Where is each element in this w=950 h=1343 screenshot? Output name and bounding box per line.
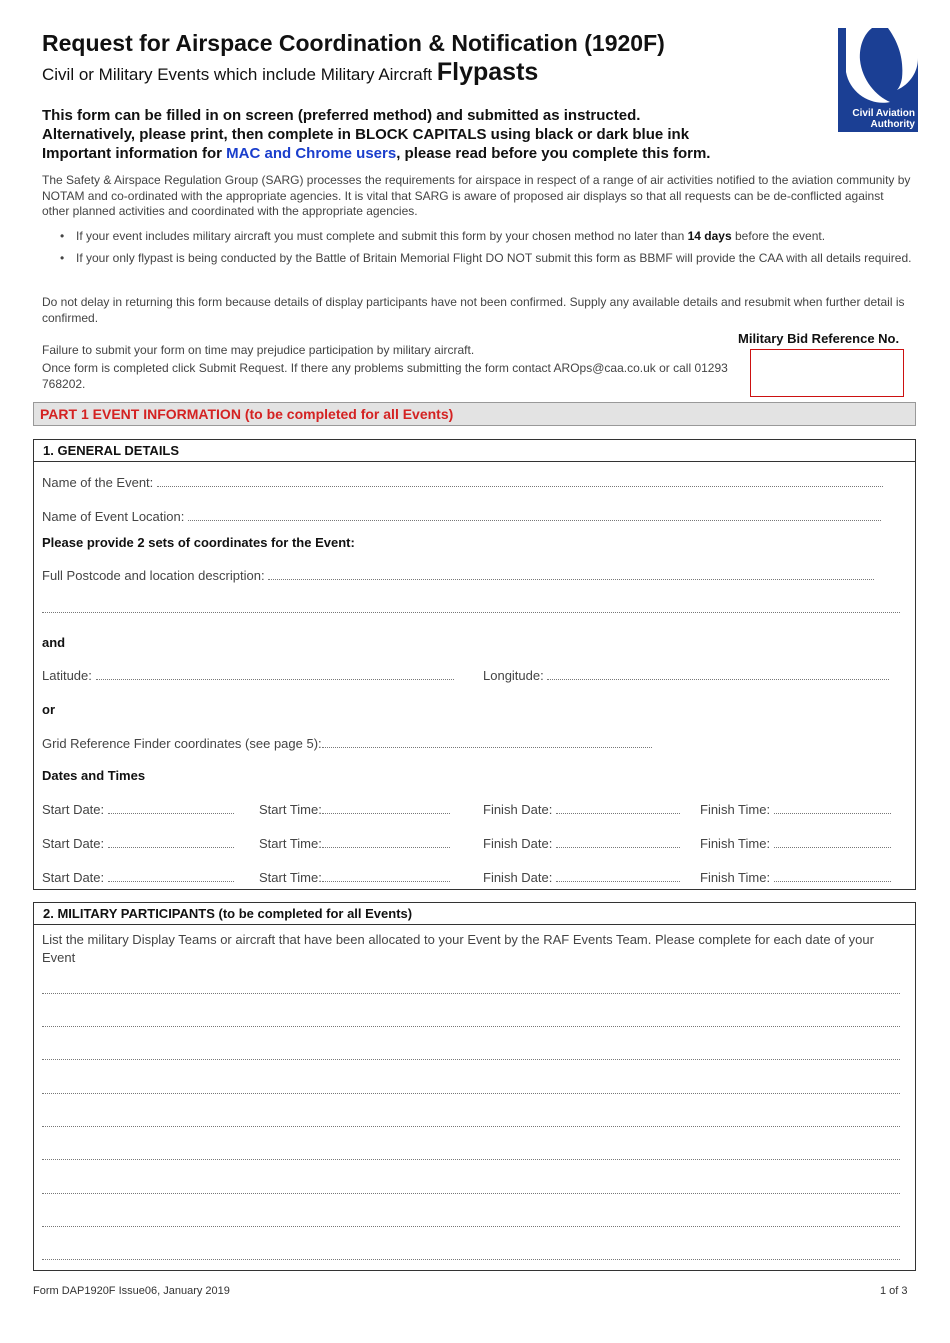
coords-heading: Please provide 2 sets of coordinates for the Event: [42,535,355,550]
military-participant-line[interactable] [42,1159,900,1160]
start-time-field[interactable]: Start Time: [259,802,450,817]
failure-paragraph: Failure to submit your form on time may prejudice participation by military aircraft. [42,343,475,357]
and-label: and [42,635,66,650]
mac-chrome-link[interactable]: MAC and Chrome users [226,145,397,162]
or-label: or [42,702,55,717]
latitude-input[interactable] [96,669,454,680]
postcode-input[interactable] [268,569,874,580]
subtitle-prefix: Civil or Military Events which include Military Aircraft [42,65,433,84]
start-date-field[interactable]: Start Date: [42,802,234,817]
submit-paragraph: Once form is completed click Submit Request. If there any problems submitting the form contact AROps@caa.co.uk or call 01293 768202. [42,361,728,391]
military-participant-line[interactable] [42,1026,900,1027]
start-date-field[interactable]: Start Date: [42,870,234,885]
bullet-14-days: • If your event includes military aircraft you must complete and submit this form by your chosen method no later than 14 days before the event. [60,229,826,243]
form-reference: Form DAP1920F Issue06, January 2019 [33,1285,230,1297]
bullet-dot: • [60,229,65,243]
general-details-section [33,439,916,890]
postcode-field[interactable]: Full Postcode and location description: [42,568,874,583]
part1-title: PART 1 EVENT INFORMATION (to be completed for all Events) [33,402,916,426]
military-participant-line[interactable] [42,1126,900,1127]
start-time-input[interactable] [322,871,450,882]
start-date-input[interactable] [108,803,234,814]
start-date-field[interactable]: Start Date: [42,836,234,851]
start-date-input[interactable] [108,837,234,848]
finish-time-input[interactable] [774,803,891,814]
intro-line2: Alternatively, please print, then complete in BLOCK CAPITALS using black or dark blue ink [42,126,690,143]
caa-logo [838,28,918,132]
finish-time-field[interactable]: Finish Time: [700,802,891,817]
military-participant-line[interactable] [42,1226,900,1227]
start-time-field[interactable]: Start Time: [259,870,450,885]
form-title: Request for Airspace Coordination & Notification (1920F) [42,30,665,56]
military-participant-line[interactable] [42,1193,900,1194]
finish-date-input[interactable] [556,803,680,814]
finish-time-input[interactable] [774,871,891,882]
military-instructions: List the military Display Teams or aircraft that have been allocated to your Event by the RAF Events Team. Please complete for each date of your Event [42,932,874,965]
postcode-continuation-input[interactable] [42,612,900,613]
start-time-input[interactable] [322,803,450,814]
bullet-bbmf: • If your only flypast is being conducted by the Battle of Britain Memorial Flight DO NOT submit this form as BBMF will provide the CAA with all details required. [60,251,912,265]
start-time-field[interactable]: Start Time: [259,836,450,851]
dates-heading: Dates and Times [42,768,146,783]
finish-date-field[interactable]: Finish Date: [483,870,680,885]
logo-line1: Civil Aviation [852,108,915,119]
finish-date-field[interactable]: Finish Date: [483,836,680,851]
event-name-input[interactable] [157,476,883,487]
finish-time-input[interactable] [774,837,891,848]
finish-time-field[interactable]: Finish Time: [700,870,891,885]
bullet-dot: • [60,251,65,265]
military-participant-line[interactable] [42,1093,900,1094]
intro-line3-suffix: , please read before you complete this form. [396,145,711,162]
intro-line1: This form can be filled in on screen (preferred method) and submitted as instructed. [42,107,641,124]
event-name-field[interactable]: Name of the Event: [42,475,883,490]
longitude-field[interactable]: Longitude: [483,668,889,683]
latitude-field[interactable]: Latitude: [42,668,454,683]
intro-line3 [42,145,710,162]
finish-date-field[interactable]: Finish Date: [483,802,680,817]
general-details-header: 1. GENERAL DETAILS [34,440,915,462]
military-participants-header: 2. MILITARY PARTICIPANTS (to be completed for all Events) [34,903,915,925]
start-time-input[interactable] [322,837,450,848]
grid-reference-input[interactable] [322,737,652,748]
logo-line2: Authority [870,119,915,130]
grid-reference-field[interactable]: Grid Reference Finder coordinates (see page 5): [42,736,652,751]
intro-paragraph: The Safety & Airspace Regulation Group (SARG) processes the requirements for airspace in respect of a range of air activities notified to the aviation community by NOTAM and co-ordinated with the appropriate agencies. It is vital that SARG is aware of proposed air displays so that all requests can be de-conflicted against other planned activities and coordinated with the appropriate agencies. [42,173,911,218]
military-participant-line[interactable] [42,1259,900,1260]
finish-time-field[interactable]: Finish Time: [700,836,891,851]
event-location-input[interactable] [188,510,881,521]
form-subtitle [42,58,538,87]
start-date-input[interactable] [108,871,234,882]
finish-date-input[interactable] [556,871,680,882]
page-number: 1 of 3 [880,1285,908,1297]
finish-date-input[interactable] [556,837,680,848]
bid-reference-label: Military Bid Reference No. [738,331,900,346]
delay-paragraph: Do not delay in returning this form because details of display participants have not been confirmed. Supply any available details and resubmit when further detail is confirmed. [42,295,905,325]
bid-reference-input[interactable] [750,349,904,397]
event-location-field[interactable]: Name of Event Location: [42,509,881,524]
subtitle-emphasis: Flypasts [436,58,539,86]
intro-line3-prefix: Important information for [42,145,227,162]
longitude-input[interactable] [547,669,889,680]
military-participant-line[interactable] [42,993,900,994]
military-participant-line[interactable] [42,1059,900,1060]
